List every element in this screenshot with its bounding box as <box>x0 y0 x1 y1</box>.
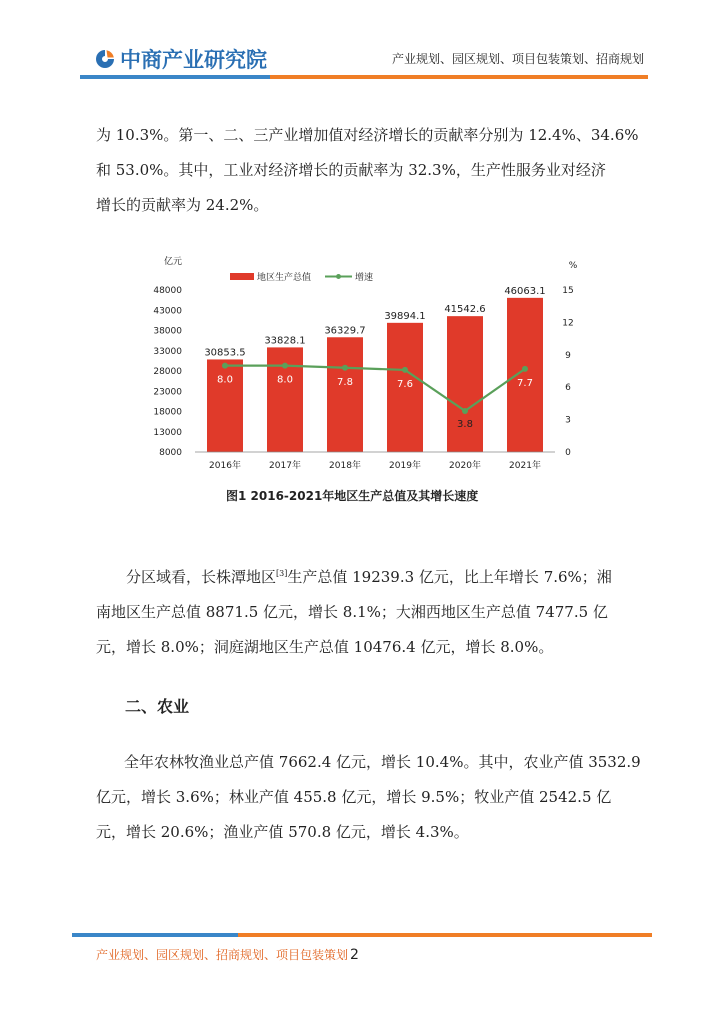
paragraph-line: 全年农林牧渔业总产值 7662.4 亿元，增长 10.4%。其中，农业产值 3532.9 <box>124 753 641 771</box>
legend-label: 增速 <box>355 273 374 283</box>
left-tick-label: 8000 <box>159 448 182 458</box>
footer-divider-blue <box>72 933 238 937</box>
bar-value-label: 39894.1 <box>384 310 426 322</box>
bar-value-label: 46063.1 <box>504 285 546 297</box>
section-title: 二、农业 <box>125 697 190 716</box>
growth-point <box>342 365 348 371</box>
right-tick-label: 15 <box>562 286 574 296</box>
line-text: 分区域看，长株潭地区 <box>126 568 277 586</box>
x-tick-label: 2020年 <box>449 461 481 471</box>
paragraph-line: 亿元，增长 3.6%；林业产值 455.8 亿元，增长 9.5%；牧业产值 2542.5 亿 <box>96 788 612 806</box>
left-tick-label: 18000 <box>153 407 182 418</box>
right-tick-label: 9 <box>565 350 571 361</box>
legend-swatch-bar <box>230 273 254 280</box>
growth-value-label: 7.8 <box>337 376 353 388</box>
legend-marker <box>336 274 341 279</box>
x-tick-label: 2021年 <box>509 461 541 471</box>
bar-value-label: 41542.6 <box>444 304 486 316</box>
left-tick-label: 38000 <box>153 326 182 337</box>
bar-value-label: 36329.7 <box>324 325 366 337</box>
growth-value-label: 8.0 <box>277 374 293 386</box>
region-paragraph <box>96 556 656 665</box>
paragraph-line: 为 10.3%。第一、二、三产业增加值对经济增长的贡献率分别为 12.4%、34.6% <box>96 126 639 144</box>
paragraph-line: 元，增长 20.6%；渔业产值 570.8 亿元，增长 4.3%。 <box>96 823 469 841</box>
left-tick-label: 48000 <box>153 286 182 296</box>
right-tick-label: 3 <box>565 415 571 426</box>
left-tick-label: 33000 <box>153 346 182 357</box>
figure-caption: 图1 2016-2021年地区生产总值及其增长速度 <box>226 489 479 503</box>
growth-point <box>462 408 468 414</box>
paragraph-line: 增长的贡献率为 24.2%。 <box>96 196 269 214</box>
logo-icon <box>94 48 116 70</box>
x-tick-label: 2017年 <box>269 461 301 471</box>
right-tick-label: 12 <box>562 318 574 329</box>
paragraph-line: 南地区生产总值 8871.5 亿元，增长 8.1%；大湘西地区生产总值 7477.5 亿 <box>96 603 608 621</box>
gdp-growth-chart <box>150 250 580 480</box>
legend-label: 地区生产总值 <box>257 273 312 283</box>
right-axis-unit: % <box>568 261 578 271</box>
right-tick-label: 6 <box>565 383 571 394</box>
paragraph-line: 元，增长 8.0%；洞庭湖地区生产总值 10476.4 亿元，增长 8.0%。 <box>96 638 554 656</box>
bar <box>327 337 363 452</box>
paragraph-line <box>96 556 656 595</box>
bar <box>507 298 543 452</box>
header-tagline: 产业规划、园区规划、项目包装策划、招商规划 <box>391 52 644 66</box>
footer-divider-orange <box>238 933 652 937</box>
growth-value-label: 3.8 <box>457 418 473 430</box>
bar <box>207 359 243 452</box>
left-tick-label: 23000 <box>153 387 182 398</box>
x-tick-label: 2016年 <box>209 461 241 471</box>
header-divider-blue <box>80 75 270 79</box>
page-number: 2 <box>350 947 359 963</box>
intro-paragraph <box>96 118 656 223</box>
left-tick-label: 13000 <box>153 427 182 438</box>
left-tick-label: 28000 <box>153 367 182 377</box>
line-text: 生产总值 19239.3 亿元，比上年增长 7.6%；湘 <box>287 568 612 586</box>
growth-value-label: 8.0 <box>217 374 233 386</box>
growth-value-label: 7.6 <box>397 378 413 390</box>
footer-tagline: 产业规划、园区规划、招商规划、项目包装策划 <box>96 948 349 962</box>
bar <box>447 316 483 452</box>
growth-point <box>282 363 288 369</box>
paragraph-line: 和 53.0%。其中，工业对经济增长的贡献率为 32.3%，生产性服务业对经济 <box>96 161 606 179</box>
header-divider-orange <box>270 75 648 79</box>
growth-point <box>222 363 228 369</box>
left-axis-unit: 亿元 <box>164 257 183 267</box>
x-tick-label: 2019年 <box>389 461 421 471</box>
page-header <box>0 0 724 80</box>
logo <box>94 44 267 74</box>
x-tick-label: 2018年 <box>329 461 361 471</box>
logo-text: 中商产业研究院 <box>120 48 267 72</box>
right-tick-label: 0 <box>565 448 571 458</box>
growth-point <box>402 367 408 373</box>
growth-point <box>522 366 528 372</box>
growth-value-label: 7.7 <box>517 377 533 389</box>
agri-paragraph <box>96 745 656 850</box>
bar-value-label: 33828.1 <box>264 335 306 347</box>
left-tick-label: 43000 <box>153 306 182 317</box>
page-footer <box>96 946 359 963</box>
footnote-ref: [3] <box>276 569 288 578</box>
bar-value-label: 30853.5 <box>204 347 246 359</box>
